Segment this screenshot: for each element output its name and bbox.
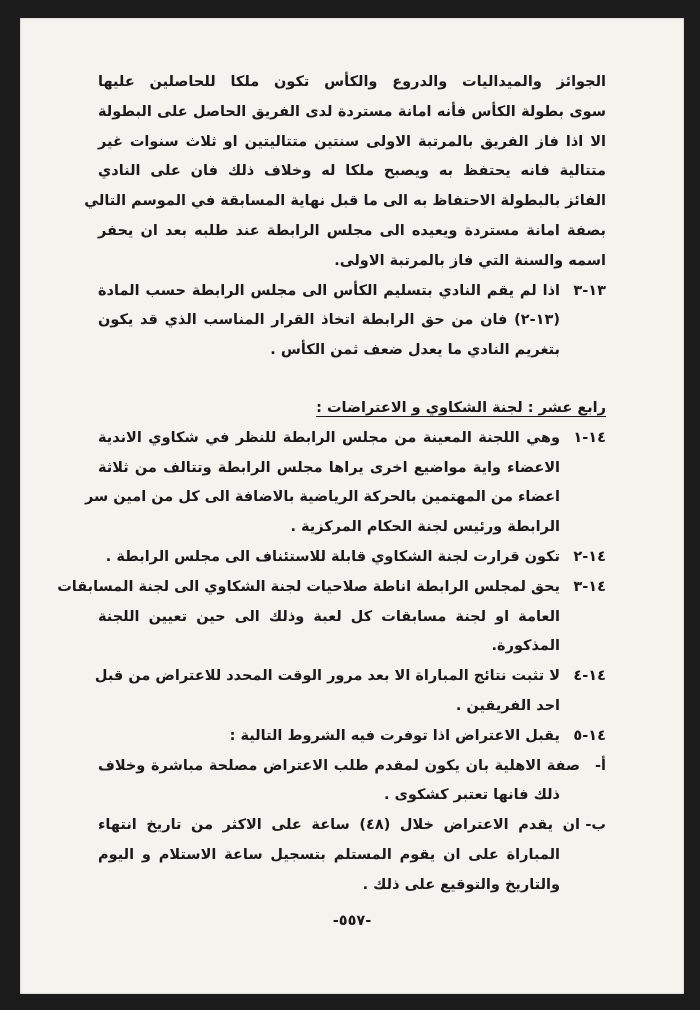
clause-14-4 (94, 662, 606, 722)
clause-number: ١٤-١ (573, 429, 606, 446)
text-line: بتغريم النادي ما يعدل ضعف ثمن الكأس . (270, 342, 560, 359)
condition-marker: أ- (595, 757, 606, 774)
clause-13-3 (98, 277, 606, 366)
text-line: المباراة على ان يقوم المستلم بتسجيل ساعة الاستلام و اليوم (98, 846, 560, 863)
condition-a (98, 752, 606, 812)
text-line: الا اذا فاز الفريق بالمرتبة الاولى سنتين متتاليتين او ثلاث سنوات غير (98, 133, 606, 150)
text-line: لا تثبت نتائج المباراة الا بعد مرور الوقت المحدد للاعتراض من قبل (94, 668, 560, 685)
condition-b (98, 811, 606, 900)
text-line: بصفة امانة مستردة ويعيده الى مجلس الرابطة عند طلبه بعد ان يحفر (98, 222, 606, 239)
clause-number: ١٤-٣ (573, 578, 606, 595)
text-line: العامة او لجنة مسابقات كل لعبة وذلك الى حين تعيين اللجنة (98, 608, 560, 625)
page-number: -٥٥٧- (332, 913, 372, 929)
section-heading: رابع عشر : لجنة الشكاوي و الاعتراضات : (316, 399, 606, 416)
intro-paragraph (84, 68, 606, 277)
condition-marker: ب- (585, 817, 606, 834)
clause-number: ١٤-٤ (573, 668, 606, 685)
text-line: ان يقدم الاعتراض خلال (٤٨) ساعة على الاكثر من تاريخ انتهاء (98, 817, 580, 834)
clause-14-5 (98, 722, 606, 752)
text-line: اسمه والسنة التي فاز بالمرتبة الاولى. (334, 252, 606, 269)
clause-number: ١٤-٢ (573, 548, 606, 565)
text-line: (١٣-٢) فان من حق الرابطة اتخاذ القرار المناسب الذي قد يكون (98, 312, 560, 329)
text-line: يحق لمجلس الرابطة اناطة صلاحيات لجنة الشكاوي الى لجنة المسابقات (57, 578, 560, 595)
clause-14-3 (57, 573, 606, 662)
document-page (20, 18, 684, 994)
text-line: الجوائز والميداليات والدروع والكأس تكون ملكا للحاصلين عليها (98, 74, 606, 90)
document-body (57, 68, 606, 901)
text-line: الاعضاء واية مواضيع اخرى يراها مجلس الرابطة وتتالف من ثلاثة (98, 459, 560, 476)
text-line: الرابطة ورئيس لجنة الحكام المركزية . (290, 519, 560, 536)
text-line: اعضاء من المهتمين بالحركة الرياضية بالاضافة الى كل من امين سر (84, 489, 560, 506)
text-line: اذا لم يقم النادي بتسليم الكأس الى مجلس الرابطة حسب المادة (98, 282, 560, 299)
text-line: احد الفريقين . (455, 697, 560, 714)
text-line: ذلك فانها تعتبر كشكوى . (384, 787, 560, 804)
text-line: يقبل الاعتراض اذا توفرت فيه الشروط التالية : (229, 727, 560, 744)
text-line: والتاريخ والتوقيع على ذلك . (362, 876, 560, 893)
clause-14-2 (98, 543, 606, 573)
clause-number: ١٣-٣ (573, 282, 606, 299)
text-line: الفائز بالبطولة الاحتفاظ به الى ما قبل نهاية المسابقة في الموسم التالي (84, 193, 606, 210)
clause-14-1 (84, 424, 606, 543)
text-line: المذكورة. (491, 638, 560, 655)
text-line: متتالية فانه يحتفظ به ويصبح ملكا له وخلاف ذلك فان على النادي (98, 163, 606, 180)
text-line: صفة الاهلية بان يكون لمقدم طلب الاعتراض مصلحة مباشرة وخلاف (98, 757, 580, 774)
text-line: سوى بطولة الكأس فأنه امانة مستردة لدى الفريق الحاصل على البطولة (98, 103, 606, 120)
text-line: وهي اللجنة المعينة من مجلس الرابطة للنظر في شكاوي الاندية (98, 429, 560, 446)
text-line: تكون قرارت لجنة الشكاوي قابلة للاستئناف الى مجلس الرابطة . (105, 548, 560, 565)
clause-number: ١٤-٥ (573, 727, 606, 744)
